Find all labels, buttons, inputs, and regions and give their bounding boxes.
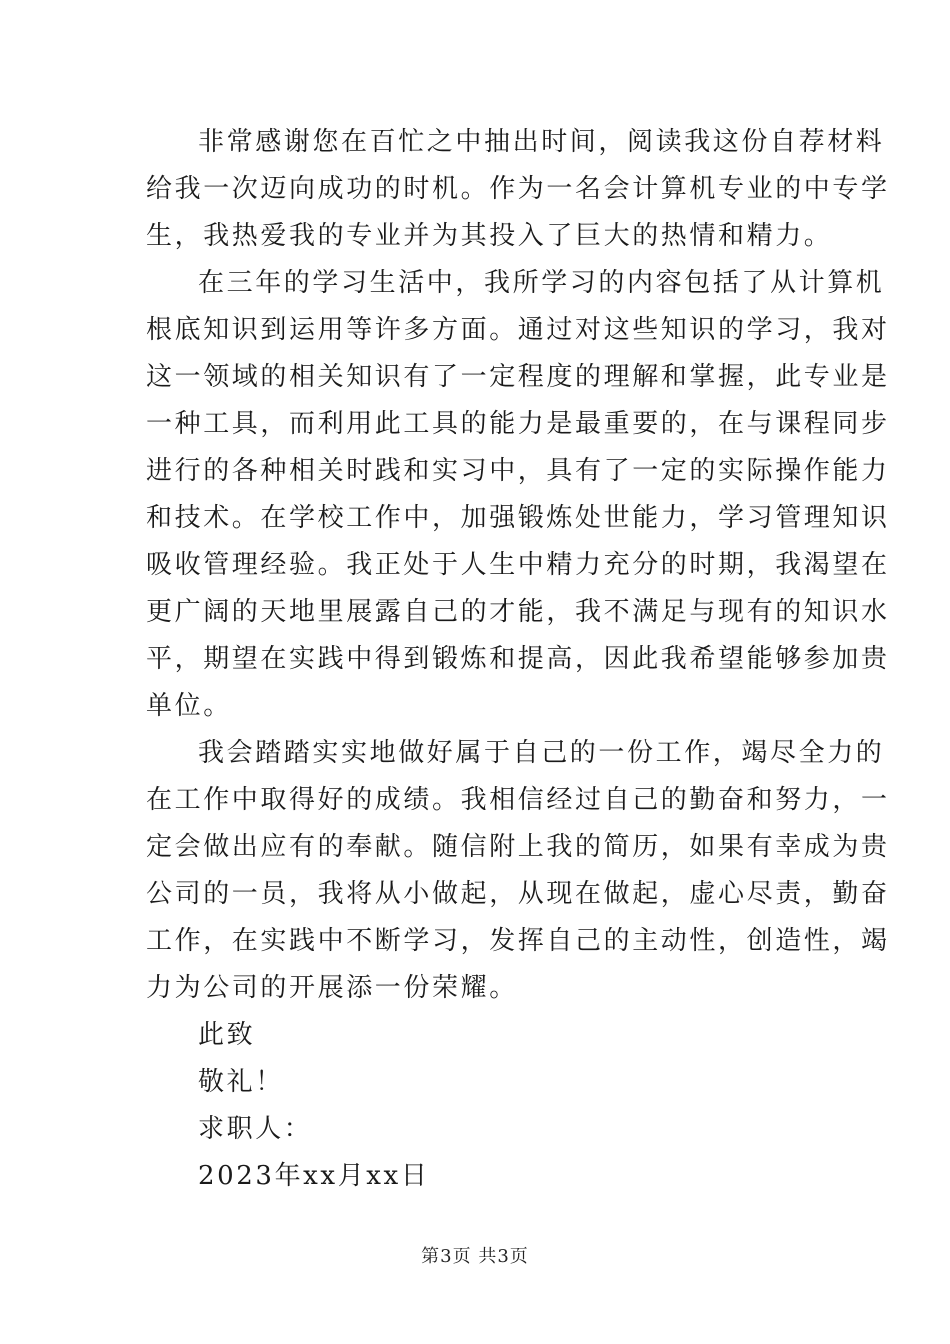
- text-line: 给我一次迈向成功的时机。作为一名会计算机专业的中专学: [146, 174, 890, 204]
- text-line: 更广阔的天地里展露自己的才能，我不满足与现有的知识水: [146, 597, 890, 627]
- letter-date: 2023年xx月xx日: [198, 1161, 430, 1191]
- paragraph-2: [146, 260, 890, 730]
- letter-closing: [146, 1012, 806, 1200]
- page-footer: 第3页 共3页: [421, 1246, 529, 1267]
- text-line: 平，期望在实践中得到锻炼和提高，因此我希望能够参加贵: [146, 644, 890, 674]
- paragraph-1: [146, 119, 890, 260]
- text-line: 生，我热爱我的专业并为其投入了巨大的热情和精力。: [146, 221, 833, 251]
- text-line: 在三年的学习生活中，我所学习的内容包括了从计算机: [198, 268, 885, 298]
- salutation: 此致: [198, 1020, 256, 1050]
- text-line: 定会做出应有的奉献。随信附上我的简历，如果有幸成为贵: [146, 832, 890, 862]
- text-line: 吸收管理经验。我正处于人生中精力充分的时期，我渴望在: [146, 550, 890, 580]
- text-line: 在工作中取得好的成绩。我相信经过自己的勤奋和努力，一: [146, 785, 890, 815]
- text-line: 工作，在实践中不断学习，发挥自己的主动性，创造性，竭: [146, 926, 890, 956]
- text-line: 非常感谢您在百忙之中抽出时间，阅读我这份自荐材料: [198, 127, 885, 157]
- text-line: 进行的各种相关时践和实习中，具有了一定的实际操作能力: [146, 456, 890, 486]
- text-line: 单位。: [146, 691, 232, 721]
- paragraph-3: [146, 730, 890, 1012]
- text-line: 和技术。在学校工作中，加强锻炼处世能力，学习管理知识: [146, 503, 890, 533]
- regards: 敬礼！: [198, 1067, 284, 1097]
- text-line: 根底知识到运用等许多方面。通过对这些知识的学习，我对: [146, 315, 890, 345]
- text-line: 我会踏踏实实地做好属于自己的一份工作，竭尽全力的: [198, 738, 885, 768]
- text-line: 力为公司的开展添一份荣耀。: [146, 973, 518, 1003]
- text-line: 公司的一员，我将从小做起，从现在做起，虚心尽责，勤奋: [146, 879, 890, 909]
- letter-body: [146, 119, 890, 1200]
- text-line: 这一领域的相关知识有了一定程度的理解和掌握，此专业是: [146, 362, 890, 392]
- text-line: 一种工具，而利用此工具的能力是最重要的，在与课程同步: [146, 409, 890, 439]
- applicant-label: 求职人：: [198, 1114, 313, 1144]
